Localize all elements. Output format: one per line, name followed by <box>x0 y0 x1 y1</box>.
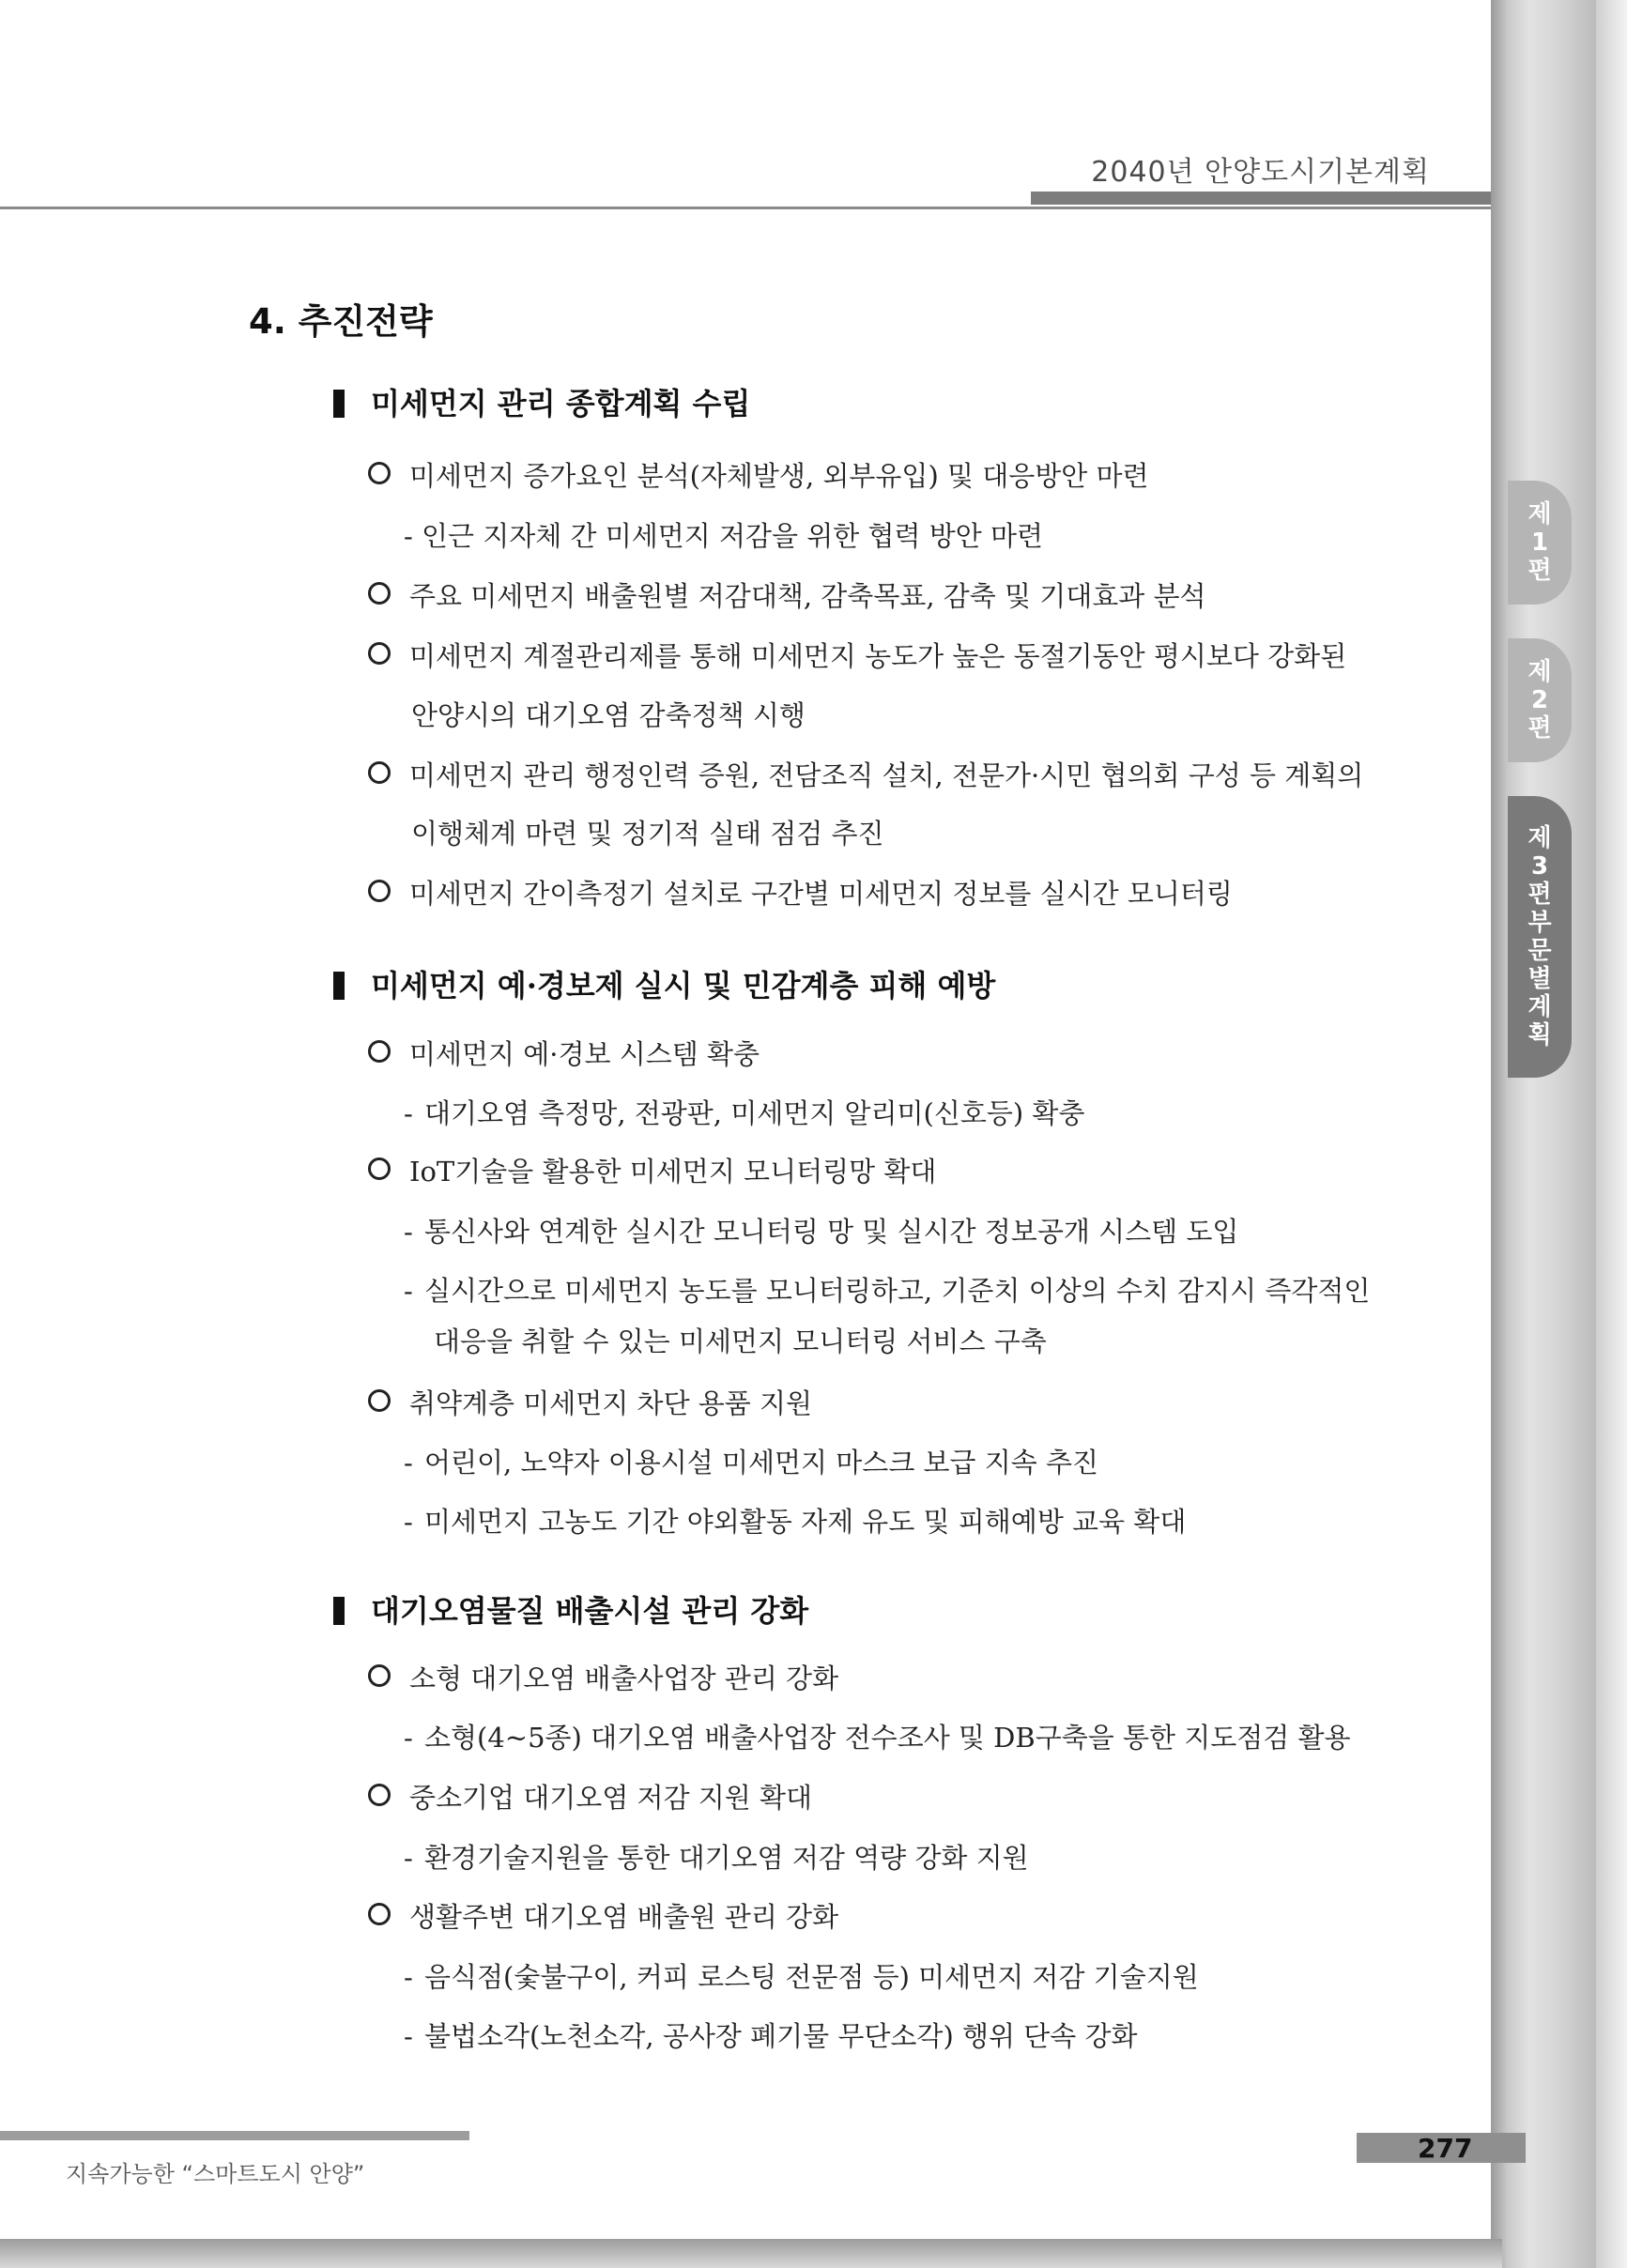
bullet-item <box>368 455 1149 494</box>
bullet-text: 미세먼지 계절관리제를 통해 미세먼지 농도가 높은 동절기동안 평시보다 강화된 <box>409 640 1347 672</box>
page-number: 277 <box>1418 2133 1473 2164</box>
bullet-text: IoT기술을 활용한 미세먼지 모니터링망 확대 <box>409 1156 937 1188</box>
bullet-item <box>368 1151 936 1189</box>
subsection-heading-text: 대기오염물질 배출시설 관리 강화 <box>371 1593 809 1629</box>
footer-rule <box>0 2131 469 2140</box>
bullet-text: 중소기업 대기오염 저감 지원 확대 <box>409 1782 813 1814</box>
heading-marker <box>333 1597 345 1625</box>
bullet-text: 주요 미세먼지 배출원별 저감대책, 감축목표, 감축 및 기대효과 분석 <box>409 580 1206 612</box>
dash-text: 실시간으로 미세먼지 농도를 모니터링하고, 기준치 이상의 수치 감지시 즉각적인 <box>424 1275 1371 1307</box>
bullet-item <box>368 1383 812 1421</box>
tab-char: 제 <box>1527 824 1552 852</box>
dash-item <box>404 1093 1084 1131</box>
subsection-heading-text: 미세먼지 예·경보제 실시 및 민감계층 피해 예방 <box>371 968 996 1004</box>
dash-text: 대기오염 측정망, 전광판, 미세먼지 알리미(신호등) 확충 <box>424 1097 1085 1129</box>
dash-item <box>404 515 1043 554</box>
tab-char: 문 <box>1527 937 1552 965</box>
tab-char: 별 <box>1527 965 1552 993</box>
dash-text: 음식점(숯불구이, 커피 로스팅 전문점 등) 미세먼지 저감 기술지원 <box>424 1961 1199 1993</box>
subsection-heading-text: 미세먼지 관리 종합계획 수립 <box>371 386 751 421</box>
heading-marker <box>333 972 345 1000</box>
dash-item <box>404 2015 1138 2054</box>
footer-slogan: 지속가능한 “스마트도시 안양” <box>66 2161 365 2187</box>
dash-text: 소형(4~5종) 대기오염 배출사업장 전수조사 및 DB구축을 통한 지도점검 활용 <box>424 1722 1351 1754</box>
dash-continuation: 대응을 취할 수 있는 미세먼지 모니터링 서비스 구축 <box>434 1326 1047 1357</box>
tab-part-1[interactable] <box>1508 481 1572 605</box>
tab-char: 편 <box>1527 557 1552 585</box>
circle-bullet-icon <box>368 1664 391 1687</box>
bullet-text: 미세먼지 예·경보 시스템 확충 <box>409 1038 760 1070</box>
dash-item <box>404 1211 1238 1249</box>
dash-item <box>404 1717 1351 1755</box>
tab-char: 3 <box>1530 852 1549 881</box>
bullet-text: 소형 대기오염 배출사업장 관리 강화 <box>409 1663 839 1694</box>
tab-char: 편 <box>1527 714 1552 743</box>
dash-text: - 인근 지자체 간 미세먼지 저감을 위한 협력 방안 마련 <box>404 520 1044 552</box>
tab-char: 편 <box>1527 881 1552 909</box>
circle-bullet-icon <box>368 880 391 902</box>
bullet-item <box>368 755 1363 793</box>
heading-marker <box>333 390 345 418</box>
dash-marker: - <box>404 1961 413 1993</box>
bullet-text: 생활주변 대기오염 배출원 관리 강화 <box>409 1901 839 1933</box>
dash-marker: - <box>404 1097 413 1129</box>
paper-shadow <box>0 2239 1502 2268</box>
bullet-text: 미세먼지 증가요인 분석(자체발생, 외부유입) 및 대응방안 마련 <box>409 460 1149 492</box>
bullet-item <box>368 1896 838 1935</box>
tab-char: 제 <box>1527 658 1552 686</box>
circle-bullet-icon <box>368 761 391 784</box>
bullet-item <box>368 873 1233 912</box>
tab-part-2[interactable] <box>1508 638 1572 762</box>
tab-char: 부 <box>1527 909 1552 937</box>
header-rule-thick <box>1031 192 1491 205</box>
dash-marker: - <box>404 1506 413 1538</box>
bullet-text: 미세먼지 관리 행정인력 증원, 전담조직 설치, 전문가·시민 협의회 구성 등 계획의 <box>409 759 1364 791</box>
tab-part-3-active[interactable] <box>1508 796 1572 1078</box>
dash-marker: - <box>404 1842 413 1874</box>
dash-item <box>404 1956 1199 1995</box>
dash-text: 어린이, 노약자 이용시설 미세먼지 마스크 보급 지속 추진 <box>424 1447 1099 1479</box>
dash-text: 통신사와 연계한 실시간 모니터링 망 및 실시간 정보공개 시스템 도입 <box>424 1216 1239 1248</box>
circle-bullet-icon <box>368 642 391 665</box>
circle-bullet-icon <box>368 582 391 605</box>
bullet-item <box>368 1777 812 1816</box>
dash-item <box>404 1442 1098 1480</box>
bullet-item <box>368 1034 760 1072</box>
dash-text: 환경기술지원을 통한 대기오염 저감 역량 강화 지원 <box>424 1842 1029 1874</box>
dash-item <box>404 1837 1029 1876</box>
bullet-continuation: 안양시의 대기오염 감축정책 시행 <box>411 699 806 731</box>
circle-bullet-icon <box>368 1903 391 1925</box>
dash-marker: - <box>404 1447 413 1479</box>
header-title: 2040년 안양도시기본계획 <box>1091 156 1430 189</box>
subsection-heading <box>333 962 995 1005</box>
bullet-continuation: 이행체계 마련 및 정기적 실태 점검 추진 <box>411 818 884 850</box>
bullet-text: 취약계층 미세먼지 차단 용품 지원 <box>409 1387 813 1419</box>
dash-item <box>404 1501 1186 1540</box>
dash-text: 미세먼지 고농도 기간 야외활동 자제 유도 및 피해예방 교육 확대 <box>424 1506 1187 1538</box>
circle-bullet-icon <box>368 1389 391 1412</box>
bullet-item <box>368 575 1206 614</box>
binding-edge <box>1596 0 1627 2268</box>
subsection-heading <box>333 380 750 423</box>
circle-bullet-icon <box>368 1040 391 1063</box>
tab-char: 제 <box>1527 500 1552 529</box>
tab-char: 2 <box>1530 686 1549 714</box>
tab-char: 1 <box>1530 529 1549 557</box>
dash-item <box>404 1270 1370 1309</box>
circle-bullet-icon <box>368 1784 391 1806</box>
section-title: 4. 추진전략 <box>249 301 433 342</box>
tab-char: 획 <box>1527 1021 1552 1050</box>
header-rule <box>0 207 1491 209</box>
tab-char: 계 <box>1527 993 1552 1021</box>
subsection-heading <box>333 1587 808 1631</box>
circle-bullet-icon <box>368 1157 391 1180</box>
dash-marker: - <box>404 2020 413 2052</box>
bullet-text: 미세먼지 간이측정기 설치로 구간별 미세먼지 정보를 실시간 모니터링 <box>409 878 1233 910</box>
dash-text: 불법소각(노천소각, 공사장 폐기물 무단소각) 행위 단속 강화 <box>424 2020 1138 2052</box>
dash-marker: - <box>404 1275 413 1307</box>
bullet-item <box>368 636 1346 674</box>
circle-bullet-icon <box>368 462 391 484</box>
dash-marker: - <box>404 1722 413 1754</box>
dash-marker: - <box>404 1216 413 1248</box>
bullet-item <box>368 1658 838 1696</box>
